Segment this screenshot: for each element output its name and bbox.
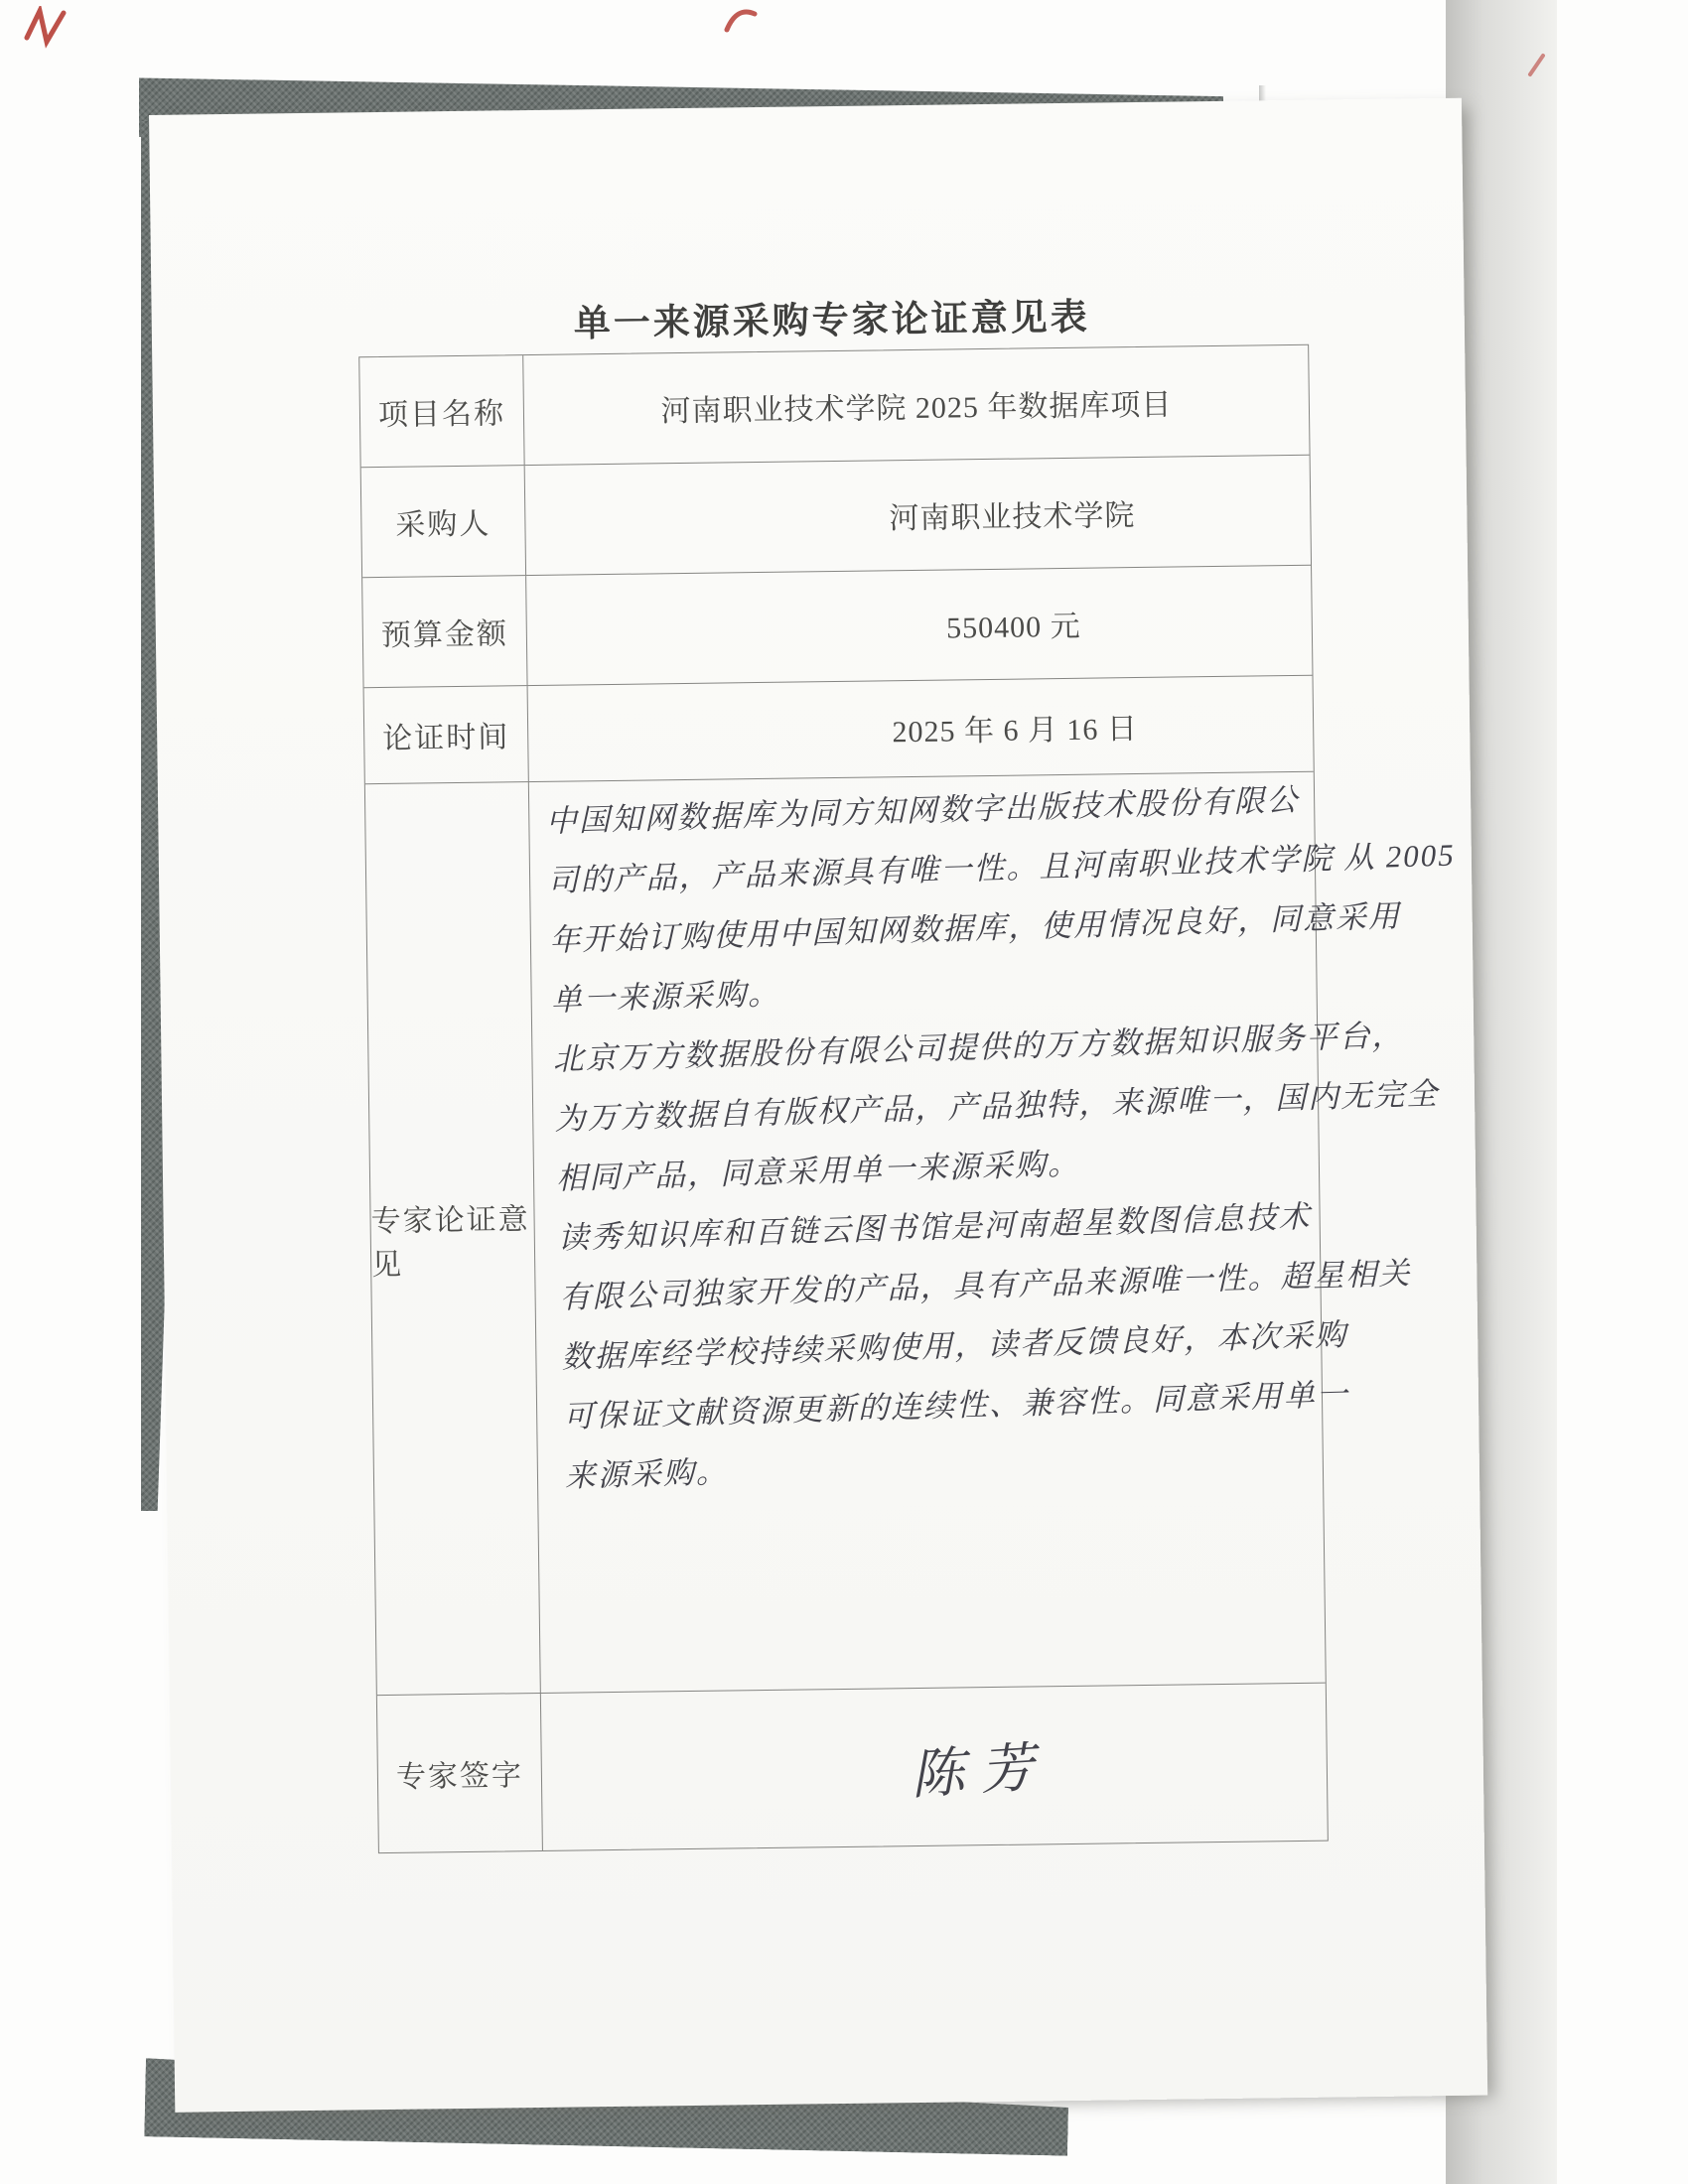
row-label: 论证时间: [364, 686, 529, 783]
opinion-line: 单一来源采购。: [550, 976, 781, 1018]
row-label: 采购人: [361, 466, 526, 577]
row-label: 专家签字: [377, 1694, 543, 1852]
opinion-line: 有限公司独家开发的产品，具有产品来源唯一性。超星相关: [559, 1255, 1412, 1315]
opinion-line: 北京万方数据股份有限公司提供的万方数据知识服务平台，: [552, 1018, 1405, 1077]
form-table: [358, 344, 1457, 1853]
table-row-signature: [377, 1683, 1328, 1852]
form-title: 单一来源采购专家论证意见表: [573, 297, 1091, 345]
paper-sheet: [149, 98, 1487, 2113]
row-value: 2025 年 6 月 16 日: [892, 713, 1139, 750]
table-row-budget: [362, 565, 1312, 687]
opinion-line: 中国知网数据库为同方知网数字出版技术股份有限公: [545, 781, 1300, 839]
row-value: 河南职业技术学院 2025 年数据库项目: [660, 388, 1173, 429]
handwritten-opinion: [545, 766, 1474, 1507]
opinion-line: 数据库经学校持续采购使用，读者反馈良好，本次采购: [560, 1316, 1348, 1375]
row-label: 预算金额: [362, 576, 527, 687]
red-pen-mark-icon: [24, 6, 71, 52]
opinion-line: 读秀知识库和百链云图书馆是河南超星数图信息技术: [557, 1198, 1313, 1256]
red-pen-mark-icon: [723, 4, 761, 36]
table-row-date: [364, 675, 1314, 783]
opinion-line: 年开始订购使用中国知网数据库，使用情况良好，同意采用: [548, 898, 1402, 958]
handwritten-signature: 陈芳: [909, 1736, 1052, 1806]
row-label: 专家论证意见: [365, 782, 541, 1695]
opinion-line: 为万方数据自有版权产品，产品独特，来源唯一，国内无完全: [553, 1076, 1440, 1137]
table-row-purchaser: [361, 455, 1311, 577]
expert-opinion-text: [529, 770, 1465, 1693]
signature-cell: [541, 1684, 1328, 1850]
opinion-line: 可保证文献资源更新的连续性、兼容性。同意采用单一: [562, 1376, 1350, 1434]
red-pen-mark-icon: [1525, 52, 1549, 79]
table-row-expert-opinion: [365, 771, 1457, 1695]
opinion-line: 司的产品，产品来源具有唯一性。且河南职业技术学院 从 2005: [547, 837, 1457, 898]
table-row-project-name: [359, 345, 1309, 467]
row-value: 550400 元: [945, 610, 1081, 645]
row-value: 河南职业技术学院: [889, 499, 1136, 536]
opinion-line: 相同产品，同意采用单一来源采购。: [555, 1146, 1081, 1196]
row-label: 项目名称: [359, 355, 524, 467]
opinion-line: 来源采购。: [564, 1453, 730, 1494]
